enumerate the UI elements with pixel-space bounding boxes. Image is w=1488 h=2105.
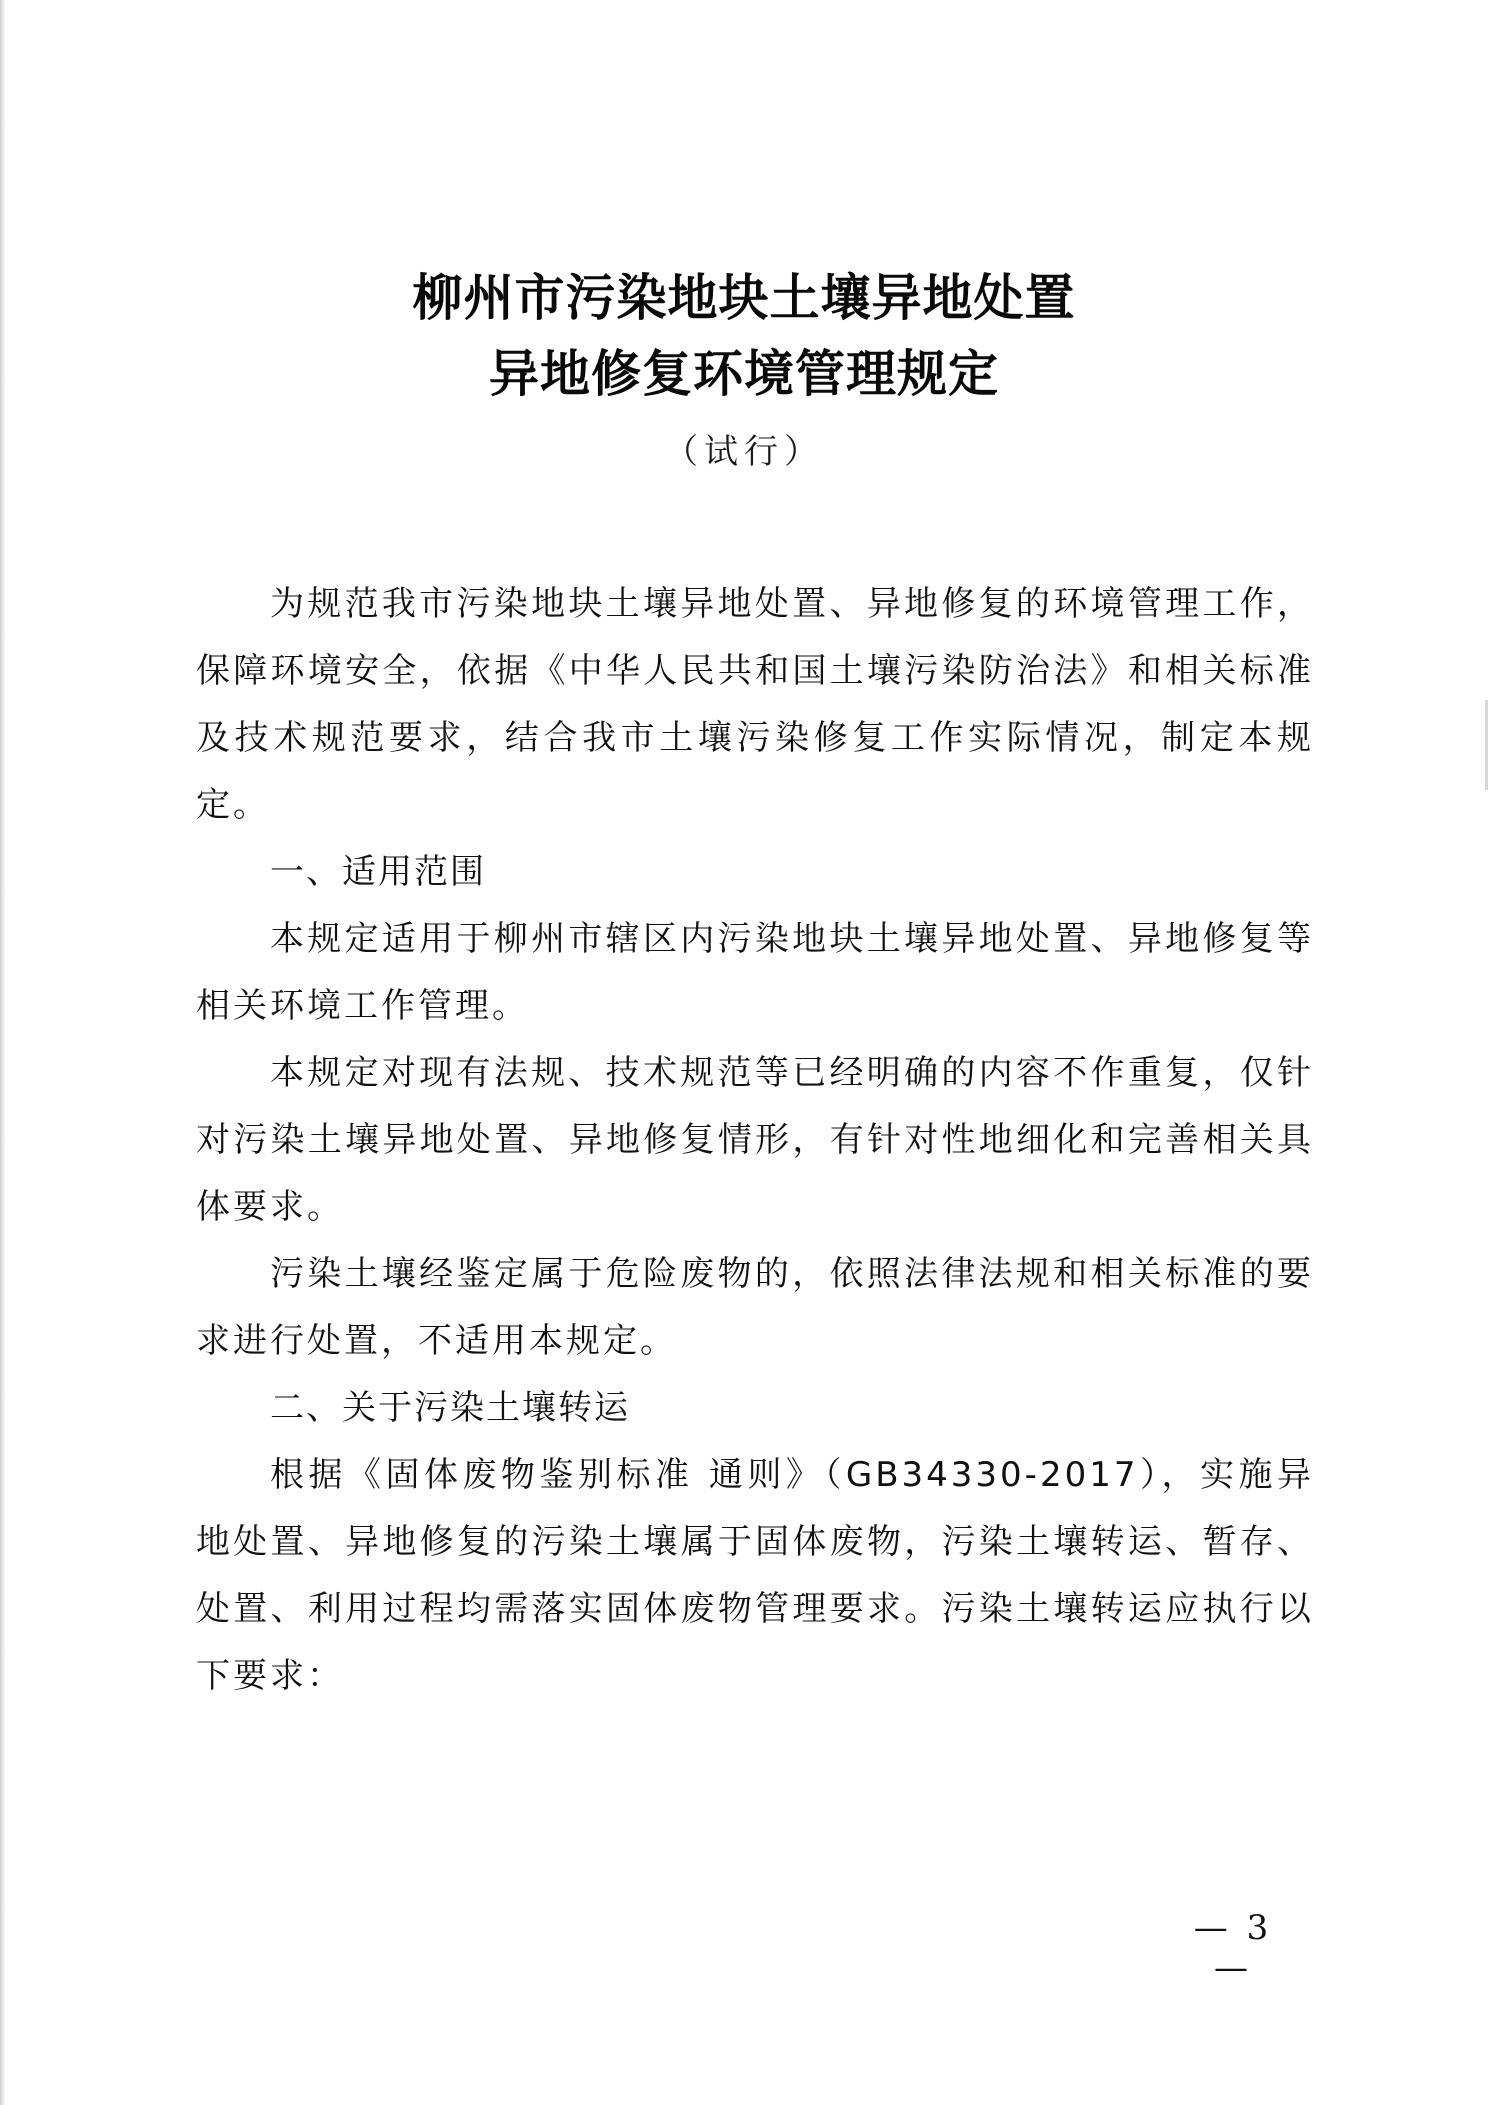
paragraph-scope-3: 污染土壤经鉴定属于危险废物的，依照法律法规和相关标准的要求进行处置，不适用本规定。 xyxy=(196,1254,1314,1361)
page-number: — 3 — xyxy=(1193,1908,1273,1988)
paragraph-preamble: 为规范我市污染地块土壤异地处置、异地修复的环境管理工作，保障环境安全，依据《中华人民共和国土壤污染防治法》和相关标准及技术规范要求，结合我市土壤污染修复工作实际情况，制定本规定。 xyxy=(196,584,1314,825)
document-title-line-1: 柳州市污染地块土壤异地处置 xyxy=(412,268,1076,327)
document-title-line-2: 异地修复环境管理规定 xyxy=(489,344,999,403)
paragraph-scope-2: 本规定对现有法规、技术规范等已经明确的内容不作重复，仅针对污染土壤异地处置、异地修复情形，有针对性地细化和完善相关具体要求。 xyxy=(196,1053,1314,1227)
section-heading-scope: 一、适用范围 xyxy=(270,852,486,892)
paragraph-scope-1: 本规定适用于柳州市辖区内污染地块土壤异地处置、异地修复等相关环境工作管理。 xyxy=(196,919,1314,1026)
document-subtitle: （试行） xyxy=(664,432,824,472)
document-body xyxy=(196,571,1314,1710)
section-heading-transport: 二、关于污染土壤转运 xyxy=(270,1388,630,1428)
paragraph-transport-1: 根据《固体废物鉴别标准 通则》（GB34330-2017），实施异地处置、异地修复的污染土壤属于固体废物，污染土壤转运、暂存、处置、利用过程均需落实固体废物管理要求。污染土壤转运应执行以下要求： xyxy=(196,1455,1314,1696)
